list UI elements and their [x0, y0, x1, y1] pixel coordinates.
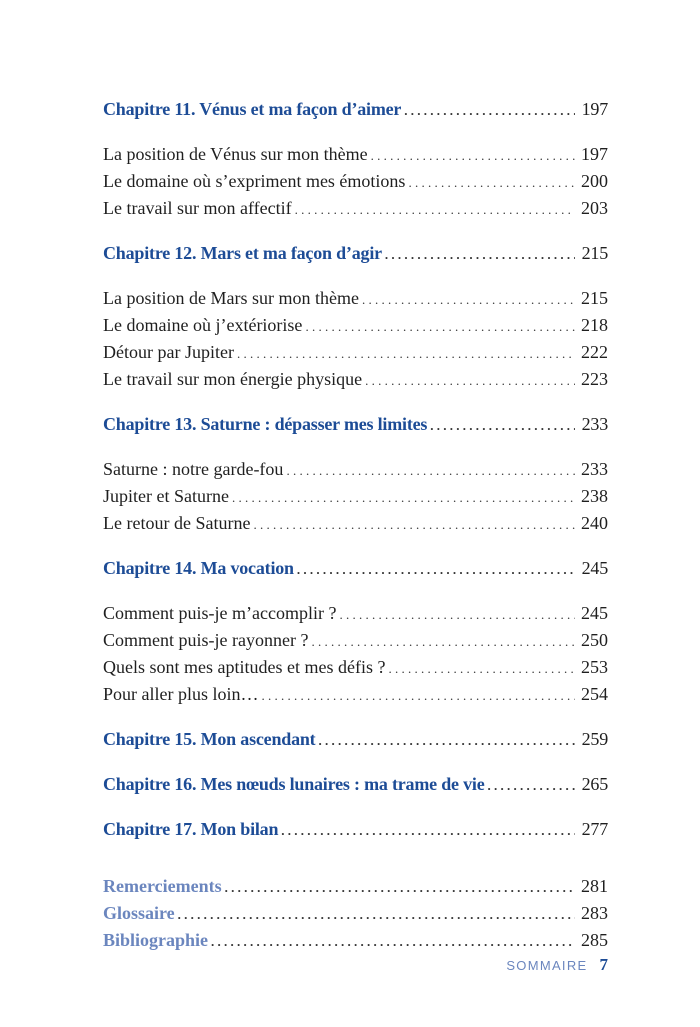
- toc-title: Comment puis-je m’accomplir ?: [103, 603, 337, 623]
- toc-title: La position de Mars sur mon thème: [103, 288, 359, 308]
- toc-title: Jupiter et Saturne: [103, 486, 229, 506]
- toc-page-number: 200: [581, 171, 608, 191]
- toc-title: Remerciements: [103, 876, 222, 896]
- toc-page-number: 222: [581, 342, 608, 362]
- toc-title: Chapitre 14. Ma vocation: [103, 558, 294, 578]
- toc-page-number: 277: [581, 819, 608, 839]
- dot-leader: [211, 928, 575, 955]
- section-gap: [103, 267, 608, 285]
- toc-page-number: 250: [581, 630, 608, 650]
- toc-page-number: 240: [581, 513, 608, 533]
- section-gap: [103, 582, 608, 600]
- dot-leader: [305, 313, 575, 340]
- toc-title: Le travail sur mon affectif: [103, 198, 292, 218]
- toc-title: Chapitre 11. Vénus et ma façon d’aimer: [103, 99, 402, 119]
- dot-leader: [286, 457, 575, 484]
- page-number: 7: [599, 955, 608, 974]
- dot-leader: [385, 241, 575, 268]
- toc-title: Chapitre 13. Saturne : dépasser mes limites: [103, 414, 428, 434]
- toc-glossaire[interactable]: [103, 900, 608, 927]
- dot-leader: [404, 97, 575, 124]
- toc-page-number: 285: [581, 930, 608, 950]
- dot-leader: [365, 367, 575, 394]
- toc-remerciements[interactable]: [103, 873, 608, 900]
- toc-entry[interactable]: [103, 510, 608, 537]
- toc-title: Comment puis-je rayonner ?: [103, 630, 309, 650]
- dot-leader: [488, 772, 575, 799]
- toc-page-number: 265: [581, 774, 608, 794]
- toc-entry[interactable]: [103, 483, 608, 510]
- toc-entry[interactable]: [103, 681, 608, 708]
- toc-page-number: 281: [581, 876, 608, 896]
- toc-chapter-15[interactable]: [103, 726, 608, 753]
- toc-title: Chapitre 15. Mon ascendant: [103, 729, 316, 749]
- dot-leader: [297, 556, 575, 583]
- dot-leader: [225, 874, 575, 901]
- dot-leader: [362, 286, 575, 313]
- dot-leader: [237, 340, 575, 367]
- dot-leader: [430, 412, 575, 439]
- toc-page-number: 223: [581, 369, 608, 389]
- toc-entry[interactable]: [103, 627, 608, 654]
- section-gap: [103, 123, 608, 141]
- toc-title: Saturne : notre garde-fou: [103, 459, 284, 479]
- toc-page-number: 197: [581, 144, 608, 164]
- toc-title: Détour par Jupiter: [103, 342, 234, 362]
- toc-title: Le retour de Saturne: [103, 513, 251, 533]
- section-gap: [103, 537, 608, 555]
- toc-title: Glossaire: [103, 903, 175, 923]
- toc-entry[interactable]: [103, 141, 608, 168]
- toc-title: Bibliographie: [103, 930, 209, 950]
- toc-title: Chapitre 12. Mars et ma façon d’agir: [103, 243, 382, 263]
- toc-entry[interactable]: [103, 312, 608, 339]
- toc-chapter-11[interactable]: [103, 96, 608, 123]
- toc-page-number: 254: [581, 684, 608, 704]
- toc-entry[interactable]: [103, 456, 608, 483]
- toc-page-number: 245: [581, 558, 608, 578]
- toc-page-number: 233: [581, 414, 608, 434]
- toc-title: La position de Vénus sur mon thème: [103, 144, 368, 164]
- dot-leader: [295, 196, 575, 223]
- dot-leader: [408, 169, 575, 196]
- toc-chapter-13[interactable]: [103, 411, 608, 438]
- toc-entry[interactable]: [103, 168, 608, 195]
- section-gap: [103, 798, 608, 816]
- dot-leader: [178, 901, 575, 928]
- toc-page-number: 215: [581, 243, 608, 263]
- toc-page-number: 233: [581, 459, 608, 479]
- toc-title: Le domaine où j’extériorise: [103, 315, 303, 335]
- toc-page-number: 253: [581, 657, 608, 677]
- toc-page-number: 259: [581, 729, 608, 749]
- toc-entry[interactable]: [103, 285, 608, 312]
- toc-page-number: 283: [581, 903, 608, 923]
- section-gap: [103, 843, 608, 873]
- dot-leader: [318, 727, 575, 754]
- toc-page-number: 197: [581, 99, 608, 119]
- section-gap: [103, 393, 608, 411]
- toc-bibliographie[interactable]: [103, 927, 608, 954]
- toc-title: Le domaine où s’expriment mes émotions: [103, 171, 406, 191]
- dot-leader: [232, 484, 575, 511]
- toc-page-number: 238: [581, 486, 608, 506]
- dot-leader: [388, 655, 575, 682]
- section-gap: [103, 708, 608, 726]
- toc-entry[interactable]: [103, 339, 608, 366]
- toc-title: Quels sont mes aptitudes et mes défis ?: [103, 657, 386, 677]
- toc-entry[interactable]: [103, 195, 608, 222]
- dot-leader: [339, 601, 575, 628]
- toc-title: Pour aller plus loin…: [103, 684, 259, 704]
- toc-page-number: 245: [581, 603, 608, 623]
- dot-leader: [262, 682, 576, 709]
- toc-entry[interactable]: [103, 654, 608, 681]
- section-gap: [103, 438, 608, 456]
- dot-leader: [253, 511, 575, 538]
- toc-entry[interactable]: [103, 366, 608, 393]
- toc-title: Le travail sur mon énergie physique: [103, 369, 363, 389]
- toc-chapter-16[interactable]: [103, 771, 608, 798]
- toc-chapter-14[interactable]: [103, 555, 608, 582]
- section-gap: [103, 753, 608, 771]
- toc-page-number: 218: [581, 315, 608, 335]
- toc-page-number: 215: [581, 288, 608, 308]
- section-gap: [103, 222, 608, 240]
- toc-entry[interactable]: [103, 600, 608, 627]
- toc-chapter-12[interactable]: [103, 240, 608, 267]
- toc-title: Chapitre 17. Mon bilan: [103, 819, 279, 839]
- toc-page-number: 203: [581, 198, 608, 218]
- page-footer: [506, 955, 608, 975]
- dot-leader: [281, 817, 575, 844]
- dot-leader: [311, 628, 575, 655]
- running-footer-label: SOMMAIRE: [506, 958, 588, 973]
- table-of-contents: [103, 96, 608, 954]
- toc-chapter-17[interactable]: [103, 816, 608, 843]
- dot-leader: [371, 142, 575, 169]
- toc-title: Chapitre 16. Mes nœuds lunaires : ma trame de vie: [103, 774, 485, 794]
